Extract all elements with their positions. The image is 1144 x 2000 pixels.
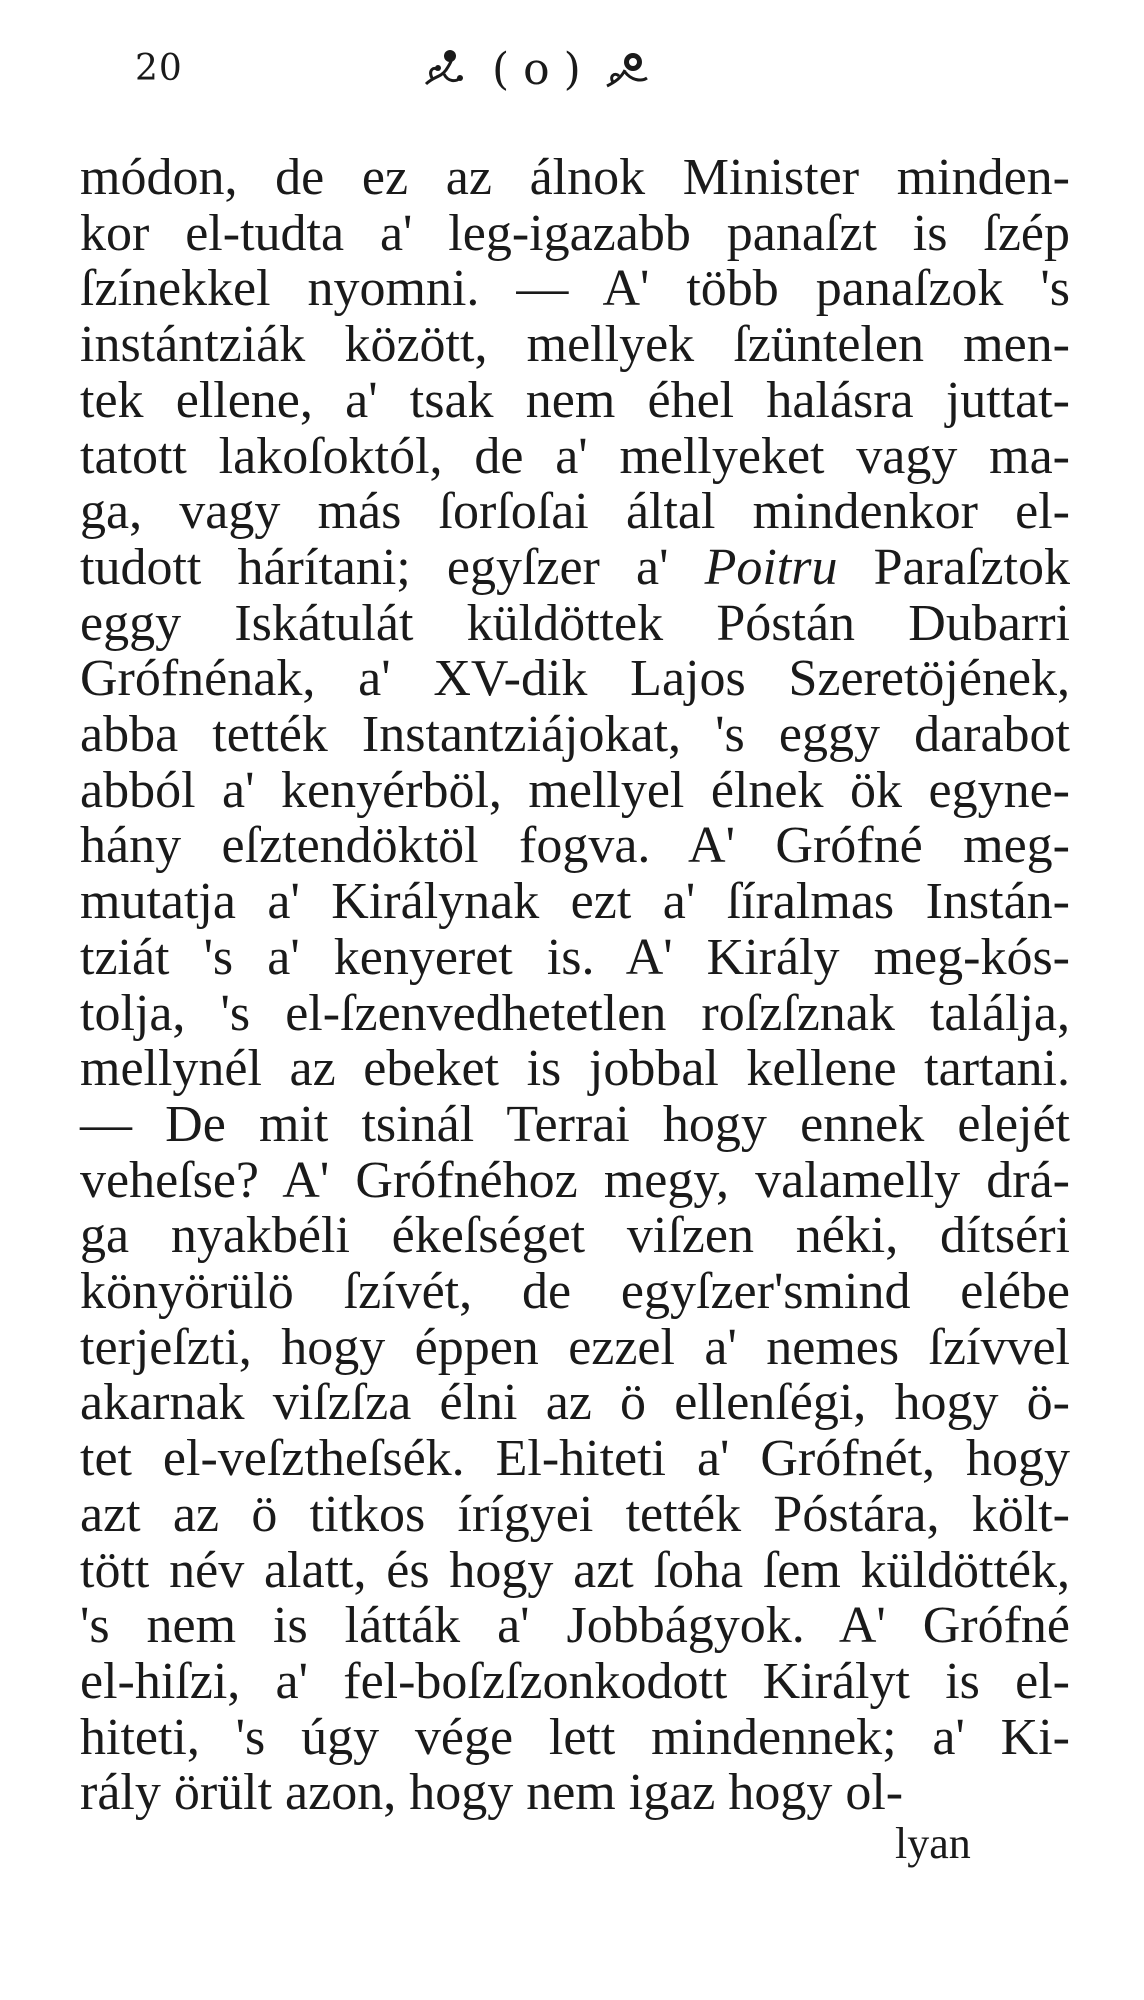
text-line: ſzínekkel nyomni. — A' több panaſzok 's — [80, 260, 1070, 318]
text-line: tek ellene, a' tsak nem éhel halásra juttat- — [80, 371, 1070, 429]
body-text — [80, 150, 1070, 1821]
text-line: Grófnénak, a' XV-dik Lajos Szeretöjének, — [80, 650, 1070, 708]
text-line: hiteti, 's úgy vége lett mindennek; a' Ki- — [80, 1708, 1070, 1766]
text-line: tatott lakoſoktól, de a' mellyeket vagy ma- — [80, 427, 1070, 485]
text-line: rály örült azon, hogy nem igaz hogy ol- — [80, 1764, 904, 1822]
text-line: tet el-veſztheſsék. El-hiteti a' Grófnét, hogy — [80, 1430, 1070, 1488]
text-line: mellynél az ebeket is jobbal kellene tartani. — [80, 1040, 1070, 1098]
text-line: ga nyakbéli ékeſséget viſzen néki, dítséri — [80, 1207, 1070, 1265]
emphasized-word: Poitru — [704, 538, 838, 596]
text-line: veheſse? A' Grófnéhoz megy, valamelly drá- — [80, 1151, 1070, 1209]
text-line: könyörülö ſzívét, de egyſzer'smind elébe — [80, 1263, 1070, 1321]
text-line: eggy Iskátulát küldöttek Póstán Dubarri — [80, 594, 1070, 652]
text-line: instántziák között, mellyek ſzüntelen men- — [80, 316, 1070, 374]
catchword: lyan — [895, 1819, 971, 1868]
text-line: abba tették Instantziájokat, 's eggy darabot — [80, 706, 1070, 764]
running-head — [420, 44, 653, 95]
text-line: mutatja a' Királynak ezt a' ſíralmas Instán- — [80, 873, 1070, 931]
text-line: el-hiſzi, a' fel-boſzſzonkodott Királyt is el- — [80, 1652, 1070, 1710]
text-line: 's nem is látták a' Jobbágyok. A' Grófné — [80, 1597, 1070, 1655]
text-line: tolja, 's el-ſzenvedhetetlen roſzſznak találja, — [80, 984, 1070, 1042]
text-line: kor el-tudta a' leg-igazabb panaſzt is ſzép — [80, 204, 1070, 262]
page-number: 20 — [135, 48, 183, 89]
text-line: tziát 's a' kenyeret is. A' Király meg-kós- — [80, 928, 1070, 986]
left-flower-ornament-icon — [420, 48, 474, 92]
running-head-text: ( o ) — [492, 44, 581, 95]
text-line: tött név alatt, és hogy azt ſoha ſem küldötték, — [80, 1541, 1070, 1599]
right-flower-ornament-icon — [599, 48, 653, 92]
text-line: — De mit tsinál Terrai hogy ennek elejét — [80, 1095, 1070, 1153]
text-line: azt az ö titkos írígyei tették Póstára, költ- — [80, 1485, 1070, 1543]
text-line: akarnak viſzſza élni az ö ellenſégi, hogy ö- — [80, 1374, 1070, 1432]
text-line: tudott hárítani; egyſzer a' Poitru Paraſztok — [80, 538, 1071, 596]
text-line: ga, vagy más ſorſoſai által mindenkor el- — [80, 483, 1070, 541]
text-line: abból a' kenyérböl, mellyel élnek ök egyne- — [80, 761, 1070, 819]
text-line: módon, de ez az álnok Minister minden- — [80, 149, 1070, 206]
text-line: hány eſztendöktöl fogva. A' Grófné meg- — [80, 817, 1070, 875]
text-line: terjeſzti, hogy éppen ezzel a' nemes ſzívvel — [80, 1318, 1070, 1376]
